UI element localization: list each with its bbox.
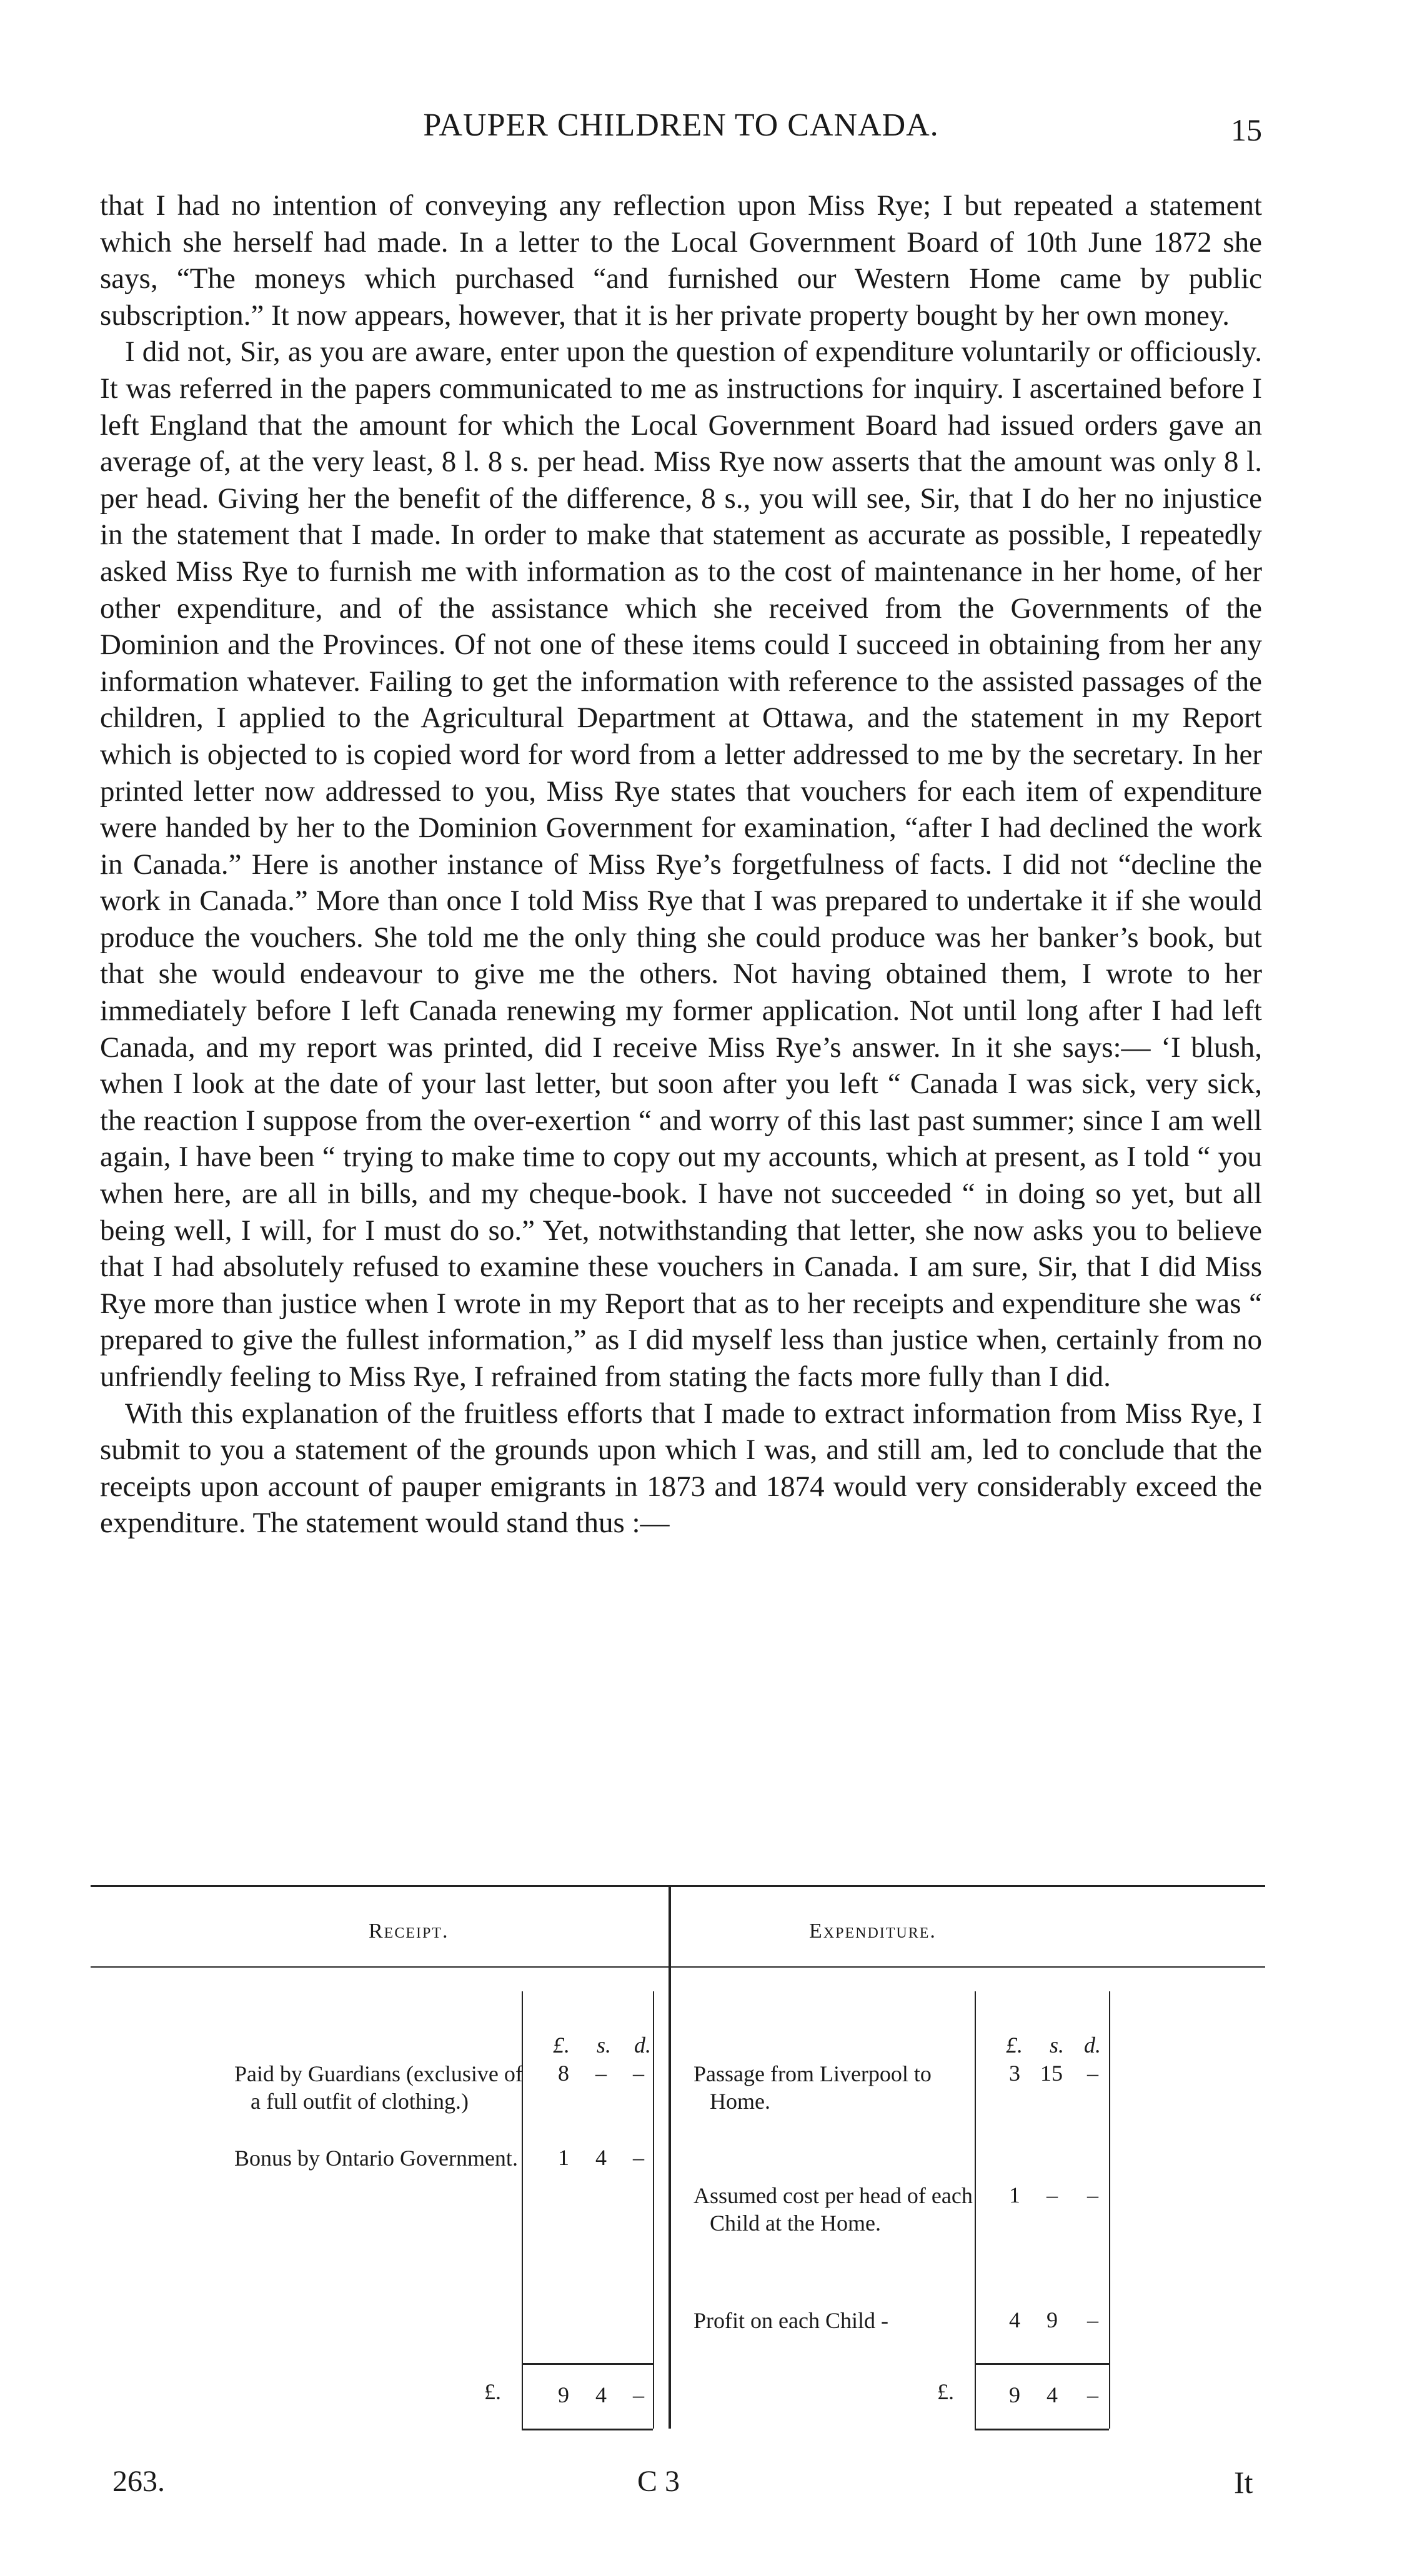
unit-pounds: £. bbox=[1006, 2033, 1023, 2058]
expenditure-total-bottom-rule bbox=[975, 2429, 1109, 2430]
expenditure-item-pence: – bbox=[1087, 2307, 1098, 2332]
expenditure-total-shillings: 4 bbox=[1047, 2382, 1058, 2407]
center-column-rule bbox=[669, 1885, 671, 2429]
catchword: It bbox=[1234, 2465, 1253, 2500]
paragraph: With this explanation of the fruitless efforts that I made to extract information from Miss Rye, I submit to you a statement of the grounds upon which I was, and still am, led to conclude that the receipts upon account of pauper emigrants in 1873 and 1874 would very considerably exceed the expenditure. The statement would stand thus :— bbox=[100, 1397, 1262, 1540]
expenditure-item-shillings: 15 bbox=[1040, 2061, 1063, 2086]
receipt-total-rule bbox=[522, 2363, 653, 2365]
expenditure-total-label: £. bbox=[937, 2379, 954, 2404]
unit-pounds: £. bbox=[553, 2033, 570, 2058]
receipt-item-desc: Bonus by Ontario Government. bbox=[234, 2146, 518, 2171]
column-rule bbox=[653, 1991, 654, 2429]
expenditure-item-shillings: 9 bbox=[1047, 2307, 1058, 2332]
expenditure-item-pence: – bbox=[1087, 2182, 1098, 2207]
paragraph: I did not, Sir, as you are aware, enter upon the question of expenditure voluntarily or officiously. It was referred in the papers communicated to me as instructions for inquiry. I ascertained before I left England that the amount for which the Local Government Board had issued orders gave an average of, at the very least, 8 l. 8 s. per head. Miss Rye now asserts that the amount was only 8 l. per head. Giving her the benefit of the difference, 8 s., you will see, Sir, that I do her no injustice in the statement that I made. In order to make that statement as accurate as possible, I repeatedly asked Miss Rye to furnish me with information as to the cost of maintenance in her home, of her other expenditure, and of the assistance which she received from the Governments of the Dominion and the Provinces. Of not one of these items could I succeed in obtaining from her any information whatever. Failing to get the information with reference to the assisted passages of the children, I applied to the Agricultural Department at Ottawa, and the statement in my Report which is objected to is copied word for word from a letter addressed to me by the secretary. In her printed letter now addressed to you, Miss Rye states that vouchers for each item of expenditure were handed by her to the Dominion Government for examination, “after I had declined the work in Canada.” Here is another instance of Miss Rye’s forgetfulness of facts. I did not “decline the work in Canada.” More than once I told Miss Rye that I was prepared to undertake it if she would produce the vouchers. She told me the only thing she could produce was her banker’s book, but that she would endeavour to give me the others. Not having obtained them, I wrote to her immediately before I left Canada renewing my former application. Not until long after I had left Canada, and my report was printed, did I receive Miss Rye’s answer. In it she says:— ‘I blush, when I look at the date of your last letter, but soon after you left “ Canada I was sick, very sick, the reaction I suppose from the over-exertion “ and worry of this last past summer; since I am well again, I have been “ trying to make time to copy out my accounts, which at present, as I told “ you when here, are all in bills, and my cheque-book. I have not succeeded “ in doing so yet, but all being well, I will, for I must do so.” Yet, notwithstanding that letter, she now asks you to believe that I had absolutely refused to examine these vouchers in Canada. I am sure, Sir, that I did Miss Rye more than justice when I wrote in my Report that as to her receipts and expenditure she was “ prepared to give the fullest information,” as I did myself less than justice when, certainly from no unfriendly feeling to Miss Rye, I refrained from stating the facts more fully than I did. bbox=[100, 335, 1262, 1393]
receipt-item-pence: – bbox=[633, 2145, 644, 2170]
receipt-total-label: £. bbox=[484, 2379, 501, 2404]
column-rule bbox=[1109, 1991, 1110, 2429]
expenditure-item-pounds: 1 bbox=[1009, 2182, 1020, 2207]
receipt-item-pounds: 1 bbox=[558, 2145, 569, 2170]
accounts-table bbox=[91, 1885, 1265, 2460]
unit-pence: d. bbox=[1084, 2033, 1101, 2058]
expenditure-item-pence: – bbox=[1087, 2061, 1098, 2086]
expenditure-item-desc: Passage from Liverpool to Home. bbox=[694, 2061, 932, 2114]
receipt-item-pounds: 8 bbox=[558, 2061, 569, 2086]
running-title: PAUPER CHILDREN TO CANADA. bbox=[423, 107, 939, 143]
expenditure-total-pence: – bbox=[1087, 2382, 1098, 2407]
unit-shillings: s. bbox=[1050, 2033, 1065, 2058]
expenditure-total-rule bbox=[975, 2363, 1109, 2365]
gathering-signature: C 3 bbox=[637, 2465, 680, 2498]
table-header-rule bbox=[91, 1966, 1265, 1968]
expenditure-item-pounds: 4 bbox=[1009, 2307, 1020, 2332]
paragraph: that I had no intention of conveying any reflection upon Miss Rye; I but repeated a statement which she herself had made. In a letter to the Local Government Board of 10th June 1872 she says, “The moneys which purchased “and furnished our Western Home came by public subscription.” It now appears, however, that it is her private property bought by her own money. bbox=[100, 189, 1262, 332]
expenditure-item-desc: Profit on each Child - bbox=[694, 2308, 888, 2333]
body-text bbox=[100, 187, 1262, 1542]
receipt-item-shillings: 4 bbox=[595, 2145, 607, 2170]
table-top-rule bbox=[91, 1885, 1265, 1887]
expenditure-item-pounds: 3 bbox=[1009, 2061, 1020, 2086]
expenditure-item-shillings: – bbox=[1047, 2182, 1058, 2207]
expenditure-heading: Expenditure. bbox=[809, 1920, 937, 1943]
receipt-total-bottom-rule bbox=[522, 2429, 653, 2430]
unit-shillings: s. bbox=[597, 2033, 612, 2058]
receipt-total-pence: – bbox=[633, 2382, 644, 2407]
expenditure-item-desc: Assumed cost per head of each Child at the Home. bbox=[694, 2183, 973, 2236]
page-header bbox=[100, 103, 1262, 153]
receipt-total-shillings: 4 bbox=[595, 2382, 607, 2407]
receipt-heading: Receipt. bbox=[369, 1920, 449, 1943]
expenditure-total-pounds: 9 bbox=[1009, 2382, 1020, 2407]
page-number: 15 bbox=[1231, 112, 1262, 147]
unit-pence: d. bbox=[634, 2033, 651, 2058]
receipt-item-pence: – bbox=[633, 2061, 644, 2086]
receipt-total-pounds: 9 bbox=[558, 2382, 569, 2407]
receipt-item-desc: Paid by Guardians (exclusive of a full outfit of clothing.) bbox=[234, 2061, 523, 2114]
receipt-item-shillings: – bbox=[595, 2061, 607, 2086]
signature-mark: 263. bbox=[112, 2465, 165, 2498]
